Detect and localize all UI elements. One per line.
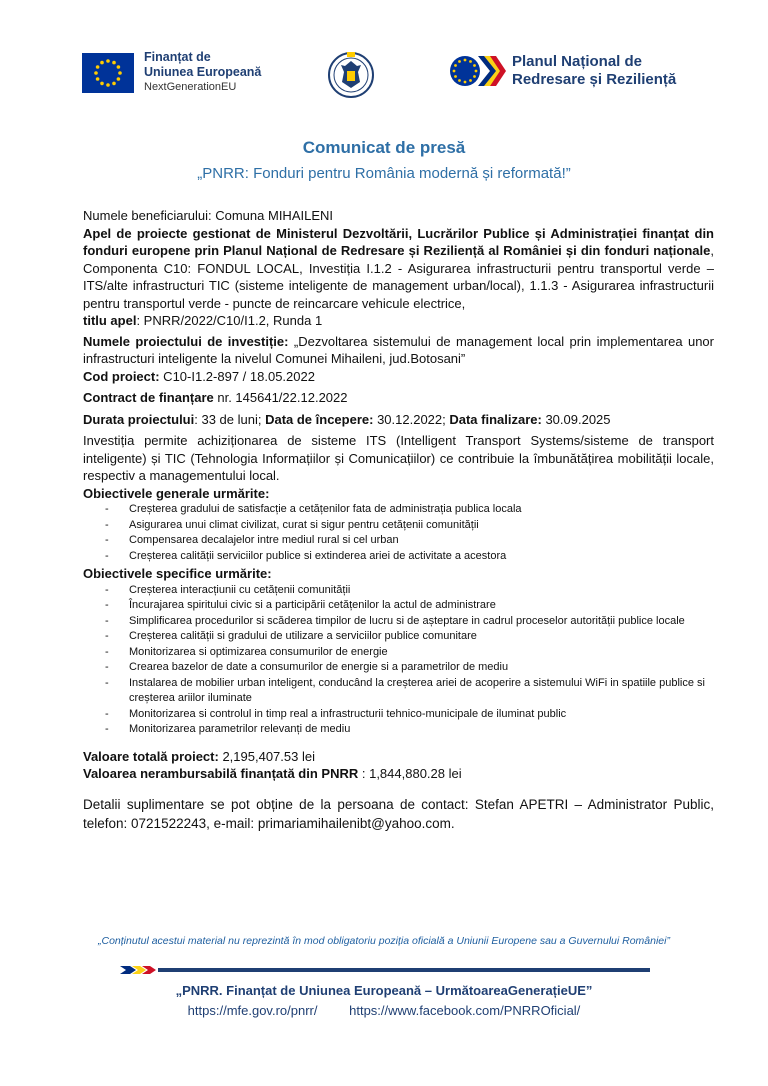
list-item: - Creșterea gradului de satisfacție a cetățenilor fata de administrația publica locala (83, 502, 714, 518)
financing-contract (83, 389, 714, 407)
eu-logo-line1: Finanțat de (144, 50, 211, 64)
total-value (83, 748, 714, 766)
project-name (83, 333, 714, 368)
start-label: Data de începere: (265, 411, 374, 427)
general-objectives-title: Obiectivele generale urmărite: (83, 485, 270, 501)
project-description: Investiția permite achiziționarea de sisteme ITS (Intelligent Transport Systems/sisteme de transport inteligente) și TIC (Tehnologia Informațiilor și Comunicațiilor) ce contribuie la îmbunătățirea mobilității locale, respectiv a managementului local. (83, 433, 714, 483)
footer-links (0, 1003, 768, 1018)
project-label: Numele proiectului de investiție: (83, 333, 289, 349)
eu-flag-icon (82, 53, 134, 93)
total-amount: 2,195,407.53 lei (218, 748, 315, 764)
header (0, 40, 768, 110)
eu-logo-line2: Uniunea Europeană (144, 65, 262, 79)
code-value: C10-I1.2-897 / 18.05.2022 (159, 368, 315, 384)
nonref-label: Valoarea nerambursabilă finanțată din PNRR (83, 766, 359, 781)
nonref-amount: : 1,844,880.28 lei (358, 766, 462, 781)
total-label: Valoare totală proiect: (83, 748, 219, 764)
list-item: - Instalarea de mobilier urban inteligent, conducând la creșterea ariei de acoperire a sistemului WiFi in spatiile publice si creșterea ariilor iluminate (83, 676, 714, 707)
eu-logo-line3: NextGenerationEU (144, 81, 237, 93)
footer-decorative-bar (120, 964, 650, 976)
duration-label: Durata proiectului (83, 411, 195, 427)
list-item: - Monitorizarea parametrilor relevanți de mediu (83, 722, 714, 738)
list-item: - Compensarea decalajelor intre mediul rural si cel urban (83, 533, 714, 549)
nonrefundable-value (83, 765, 714, 783)
list-item: - Creșterea interacțiunii cu cetățenii comunității (83, 583, 714, 599)
start-value: 30.12.2022; (373, 411, 450, 427)
mfe-link[interactable]: https://mfe.gov.ro/pnrr/ (187, 1003, 318, 1018)
call-value: : PNRR/2022/C10/I1.2, Runda 1 (136, 313, 323, 328)
list-item: - Simplificarea procedurilor si scăderea timpilor de lucru si de așteptare in cadrul proceselor autorității publice locale (83, 614, 714, 630)
list-item: - Creșterea calității serviciilor publice si extinderea ariei de activitate a acestora (83, 549, 714, 565)
list-item: - Creșterea calității si gradului de utilizare a serviciilor publice comunitare (83, 629, 714, 645)
disclaimer: „Conținutul acestui material nu reprezintă în mod obligatoriu poziția oficială a Uniunii Europene sau a Guvernului României” (98, 935, 670, 947)
pnrr-logo-line2: Redresare și Reziliență (512, 71, 677, 88)
contact-details: Detalii suplimentare se pot obține de la persoana de contact: Stefan APETRI – Administrator Public, telefon: 0721522243, e-mail: primariamihailenibt@yahoo.com. (83, 796, 714, 831)
facebook-link[interactable]: https://www.facebook.com/PNRROficial/ (349, 1003, 581, 1018)
call-text: , Componenta C10: FONDUL LOCAL, Investiția I.1.2 - Asigurarea infrastructurii pentru transportul verde – ITS/alte infrastructuri TIC (sisteme inteligente de management urban/local), 1.1.3 - Asigurarea infrastructurii pentru transportul verde - puncte de reincarcare vehicule electrice, (83, 243, 714, 311)
contract-label: Contract de finanțare (83, 390, 214, 405)
footer-slogan: „PNRR. Finanțat de Uniunea Europeană – UrmătoareaGenerațieUE” (175, 983, 593, 998)
specific-objectives-title: Obiectivele specifice urmărite: (83, 566, 272, 581)
code-label: Cod proiect: (83, 368, 160, 384)
call-bold: Apel de proiecte gestionat de Ministerul Dezvoltării, Lucrărilor Publice și Administrației finanțat din fonduri europene prin Planul Național de Redresare și Reziliență al României și din fonduri naționale (83, 225, 714, 258)
call-paragraph (83, 225, 714, 330)
pnrr-logo-line1: Planul Național de (512, 53, 643, 70)
end-label: Data finalizare: (449, 411, 542, 427)
beneficiary-line: Numele beneficiarului: Comuna MIHAILENI (83, 208, 333, 223)
project-code (83, 368, 714, 386)
call-label: titlu apel (83, 313, 137, 328)
contract-value: nr. 145641/22.12.2022 (213, 390, 348, 405)
duration-value: : 33 de luni; (194, 411, 266, 427)
specific-objectives-list (83, 583, 714, 738)
press-release-body (83, 207, 714, 833)
page-subtitle: „PNRR: Fonduri pentru România modernă și reformată!” (197, 165, 571, 182)
romanian-government-crest-icon (327, 44, 375, 106)
project-value: „Dezvoltarea sistemului de management local prin implementarea unor infrastructuri inteligente la nivelul Comunei Mihaileni, jud.Botosani” (83, 333, 714, 366)
pnrr-flag-icon (448, 52, 506, 90)
list-item: - Asigurarea unui climat civilizat, curat si sigur pentru cetățenii comunității (83, 518, 714, 534)
page-title: Comunicat de presă (302, 138, 466, 157)
list-item: - Monitorizarea si optimizarea consumurilor de energie (83, 645, 714, 661)
end-value: 30.09.2025 (541, 411, 611, 427)
list-item: - Monitorizarea si controlul in timp real a infrastructurii tehnico-municipale de iluminat public (83, 707, 714, 723)
pnrr-logo (448, 52, 676, 90)
list-item: - Încurajarea spiritului civic si a participării cetățenilor la actul de administrare (83, 598, 714, 614)
list-item: - Crearea bazelor de date a consumurilor de energie si a parametrilor de mediu (83, 660, 714, 676)
eu-logo (82, 50, 261, 95)
general-objectives-list (83, 502, 714, 564)
project-duration (83, 411, 714, 429)
